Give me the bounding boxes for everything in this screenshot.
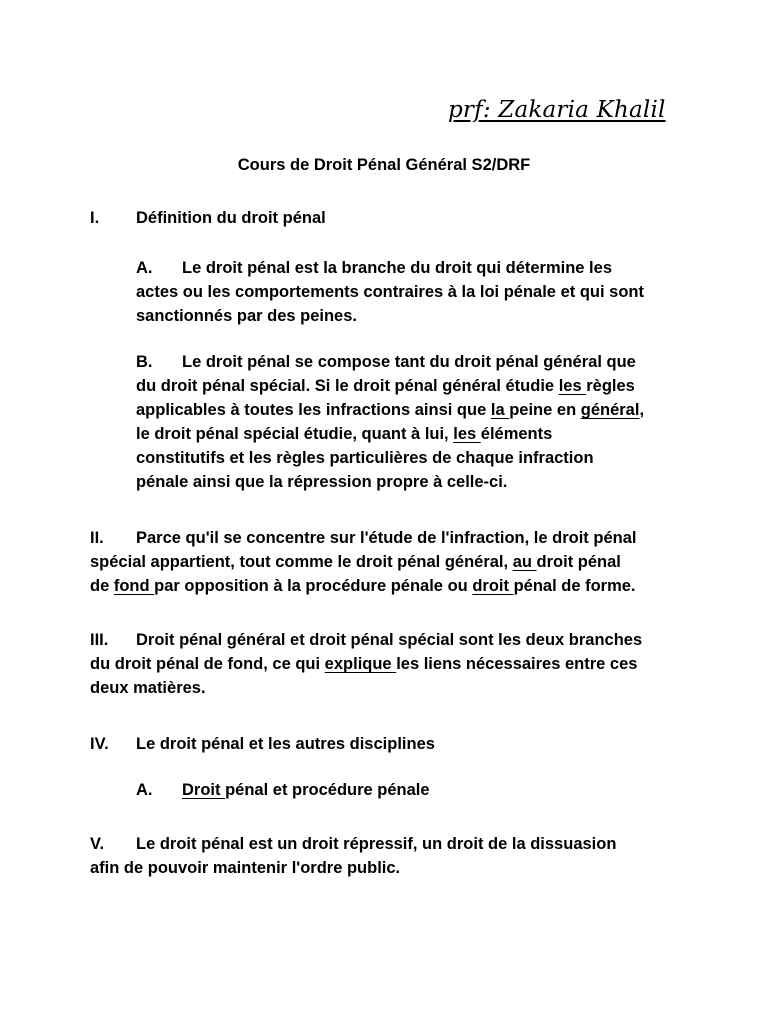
paragraph-text: les liens nécessaires entre ces [396, 655, 638, 673]
paragraph-line: afin de pouvoir maintenir l'ordre public. [90, 859, 401, 877]
paragraph-text: éléments [480, 425, 553, 443]
section-number: I. [90, 209, 100, 227]
paragraph-text: par opposition à la procédure pénale ou [154, 577, 473, 595]
paragraph-text: du droit pénal spécial. Si le droit pénal général étudie [136, 377, 559, 395]
section-iv-heading [90, 732, 435, 756]
section-v-paragraph [90, 832, 616, 880]
paragraph-line: deux matières. [90, 679, 206, 697]
paragraph-line: Le droit pénal est un droit répressif, un droit de la dissuasion [136, 835, 617, 853]
paragraph-line: Parce qu'il se concentre sur l'étude de l'infraction, le droit pénal [136, 529, 637, 547]
section-heading-text: Définition du droit pénal [136, 209, 326, 227]
paragraph-text: du droit pénal de fond, ce qui [90, 655, 325, 673]
underlined-word: droit [472, 577, 514, 595]
subsection-number: B. [136, 353, 153, 371]
subsection-number: A. [136, 781, 153, 799]
section-iv-a-heading [136, 778, 430, 802]
section-i-b-paragraph [136, 350, 644, 494]
subsection-heading-text: pénal et procédure pénale [225, 781, 430, 799]
paragraph-text: pénal de forme. [513, 577, 636, 595]
paragraph-text: le droit pénal spécial étudie, quant à lui, [136, 425, 454, 443]
paragraph-line: constitutifs et les règles particulières de chaque infraction [136, 449, 594, 467]
section-iii-paragraph [90, 628, 642, 700]
paragraph-line: sanctionnés par des peines. [136, 307, 357, 325]
paragraph-line: Le droit pénal se compose tant du droit pénal général que [182, 353, 636, 371]
underlined-word: explique [324, 655, 397, 673]
paragraph-line: Le droit pénal est la branche du droit qui détermine les [182, 259, 612, 277]
paragraph-line: actes ou les comportements contraires à la loi pénale et qui sont [136, 283, 644, 301]
underlined-word: fond [113, 577, 155, 595]
section-heading-text: Le droit pénal et les autres disciplines [136, 735, 435, 753]
underlined-word: général [580, 401, 640, 419]
paragraph-text: droit pénal [536, 553, 621, 571]
section-number: III. [90, 631, 109, 649]
section-number: II. [90, 529, 104, 547]
underlined-word: Droit [182, 781, 226, 799]
paragraph-text: règles [586, 377, 635, 395]
paragraph-line: pénale ainsi que la répression propre à celle-ci. [136, 473, 508, 491]
paragraph-text: peine en [509, 401, 581, 419]
section-ii-paragraph [90, 526, 636, 598]
section-i-heading [90, 206, 326, 230]
section-i-a-paragraph [136, 256, 644, 328]
subsection-number: A. [136, 259, 153, 277]
author-signature: prf: Zakaria Khalil [448, 97, 666, 123]
paragraph-text: de [90, 577, 114, 595]
underlined-word: les [453, 425, 481, 443]
underlined-word: les [558, 377, 587, 395]
paragraph-text: , [639, 401, 645, 419]
underlined-word: la [490, 401, 510, 419]
paragraph-line: Droit pénal général et droit pénal spécial sont les deux branches [136, 631, 643, 649]
section-number: IV. [90, 735, 109, 753]
underlined-word: au [512, 553, 537, 571]
section-number: V. [90, 835, 105, 853]
paragraph-text: spécial appartient, tout comme le droit pénal général, [90, 553, 513, 571]
paragraph-text: applicables à toutes les infractions ainsi que [136, 401, 491, 419]
document-title: Cours de Droit Pénal Général S2/DRF [237, 156, 531, 174]
